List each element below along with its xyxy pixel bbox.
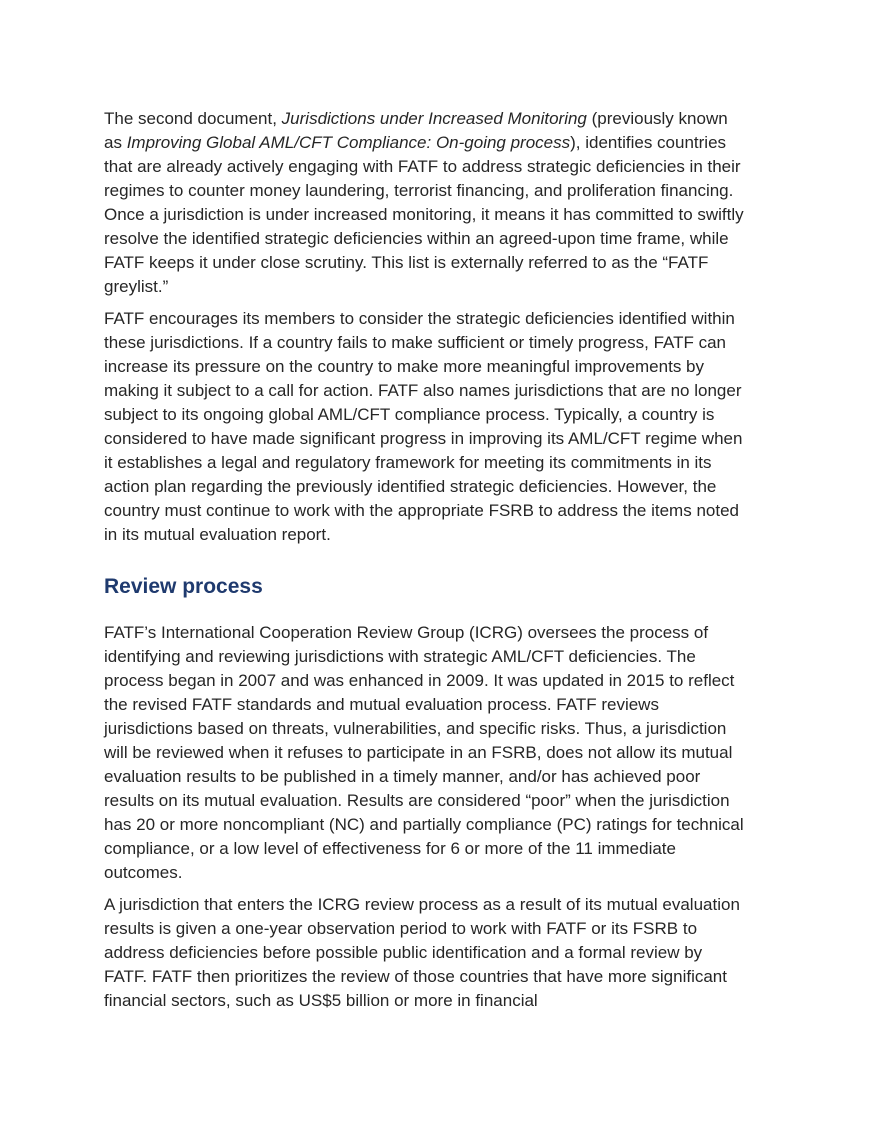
document-body bbox=[104, 107, 744, 1021]
paragraph-text: ), identifies countries that are already actively engaging with FATF to address strategic deficiencies in their regimes to counter money laundering, terrorist financing, and proliferation financing. Once a jurisdiction is under increased monitoring, it means it has committed to swiftly resolve the identified strategic deficiencies within an agreed-upon time frame, while FATF keeps it under close scrutiny. This list is externally referred to as the “FATF greylist.” bbox=[104, 133, 744, 296]
paragraph-fatf-encourages: FATF encourages its members to consider the strategic deficiencies identified within these jurisdictions. If a country fails to make sufficient or timely progress, FATF can increase its pressure on the country to make more meaningful improvements by making it subject to a call for action. FATF also names jurisdictions that are no longer subject to its ongoing global AML/CFT compliance process. Typically, a country is considered to have made significant progress in improving its AML/CFT regime when it establishes a legal and regulatory framework for meeting its commitments in its action plan regarding the previously identified strategic deficiencies. However, the country must continue to work with the appropriate FSRB to address the items noted in its mutual evaluation report. bbox=[104, 309, 743, 544]
section-heading-review-process: Review process bbox=[104, 575, 263, 598]
paragraph-observation-period: A jurisdiction that enters the ICRG review process as a result of its mutual evaluation results is given a one-year observation period to work with FATF or its FSRB to address deficiencies before possible public identification and a formal review by FATF. FATF then prioritizes the review of those countries that have more significant financial sectors, such as US$5 billion or more in financial bbox=[104, 895, 740, 1010]
document-title-italic: Jurisdictions under Increased Monitoring bbox=[281, 109, 587, 128]
paragraph-text: The second document, bbox=[104, 109, 282, 128]
paragraph-text: (previously known as bbox=[104, 109, 728, 152]
paragraph-icrg: FATF’s International Cooperation Review Group (ICRG) oversees the process of identifying and reviewing jurisdictions with strategic AML/CFT deficiencies. The process began in 2007 and was enhanced in 2009. It was updated in 2015 to reflect the revised FATF standards and mutual evaluation process. FATF reviews jurisdictions based on threats, vulnerabilities, and specific risks. Thus, a jurisdiction will be reviewed when it refuses to participate in an FSRB, does not allow its mutual evaluation results to be published in a timely manner, and/or has achieved poor results on its mutual evaluation. Results are considered “poor” when the jurisdiction has 20 or more noncompliant (NC) and partially compliance (PC) ratings for technical compliance, or a low level of effectiveness for 6 or more of the 11 immediate outcomes. bbox=[104, 623, 744, 882]
previous-title-italic: Improving Global AML/CFT Compliance: On-going process bbox=[126, 133, 571, 152]
paragraph-greylist bbox=[104, 107, 744, 299]
